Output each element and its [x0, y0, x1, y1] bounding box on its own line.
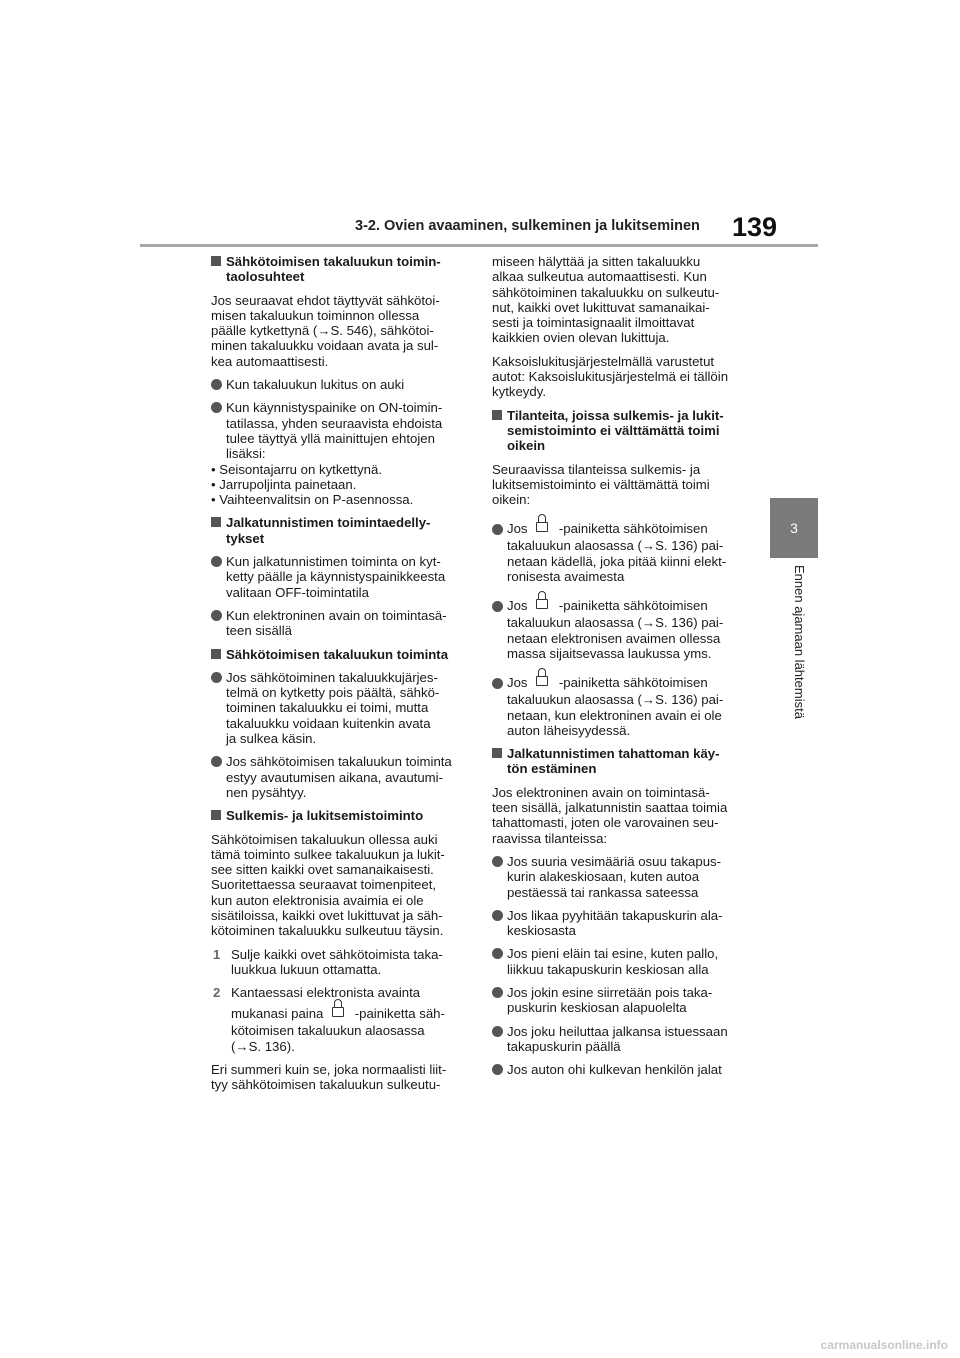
- chapter-tab: 3: [770, 498, 818, 558]
- text-line: auton läheisyydessä.: [507, 722, 631, 738]
- text-line: minen takaluukku voidaan avata ja sul-: [211, 338, 439, 354]
- chapter-side-label: Ennen ajamaan lähtemistä: [792, 565, 807, 719]
- text-line: Kantaessasi elektronista avainta: [231, 985, 421, 1001]
- text-line: Sähkötoimisen takaluukun ollessa auki: [211, 831, 438, 847]
- text-line: [507, 519, 747, 538]
- text-line: keskiosasta: [507, 923, 576, 939]
- round-bullet-icon: [492, 856, 503, 867]
- text-fragment: -painiketta säh-: [354, 1006, 445, 1022]
- text-line: massa sijaitsevassa laukussa yms.: [507, 645, 712, 661]
- square-bullet-icon: [211, 256, 221, 266]
- text-line: [507, 596, 747, 615]
- lock-icon: [332, 1005, 346, 1017]
- text-fragment: mukanasi paina: [231, 1006, 324, 1022]
- text-line: tämä toiminto sulkee takaluukun ja lukit-: [211, 846, 445, 862]
- text-line: see sitten kaikki ovet samanaikaisesti.: [211, 862, 434, 878]
- text-line: raavissa tilanteissa:: [492, 830, 608, 846]
- sub-bullet: • Vaihteenvalitsin on P-asennossa.: [211, 492, 414, 508]
- text-line: kea automaattisesti.: [211, 353, 329, 369]
- round-bullet-icon: [492, 1064, 503, 1075]
- text-line: tyy sähkötoimisen takaluukun sulkeutu-: [211, 1077, 441, 1093]
- list-item: [492, 946, 747, 977]
- text-line: Kun takaluukun lukitus on auki: [226, 377, 405, 393]
- section-header-title: 3-2. Ovien avaaminen, sulkeminen ja lukitseminen: [355, 218, 700, 234]
- text-line: sesti ja toimintasignaalit ilmoittavat: [492, 315, 695, 331]
- text-line: kytkeydy.: [492, 384, 546, 400]
- heading-line: tön estäminen: [507, 761, 597, 777]
- heading-line: Jalkatunnistimen toimintaedelly-: [226, 515, 431, 531]
- text-fragment: -painiketta sähkötoimisen: [558, 675, 708, 691]
- text-line: tulee täyttyä yllä mainittujen ehtojen: [226, 430, 435, 446]
- section-heading: [211, 808, 466, 823]
- text-line: valitaan OFF-toimintatila: [226, 584, 369, 600]
- text-line: miseen hälyttää ja sitten takaluukku: [492, 254, 701, 269]
- heading-line: semistoiminto ei välttämättä toimi: [507, 422, 720, 438]
- text-line: Jos joku heiluttaa jalkansa istuessaan: [507, 1023, 728, 1039]
- paragraph: [211, 1062, 466, 1093]
- list-item: [492, 908, 747, 939]
- round-bullet-icon: [211, 610, 222, 621]
- heading-line: tykset: [226, 530, 265, 546]
- paragraph: [492, 254, 747, 346]
- numbered-step: [211, 985, 466, 1054]
- square-bullet-icon: [492, 410, 502, 420]
- text-line: telmä on kytketty pois päältä, sähkö-: [226, 685, 440, 701]
- text-line: ronisesta avaimesta: [507, 569, 625, 585]
- text-line: kaikkien ovien olevan lukittuja.: [492, 330, 670, 346]
- text-line: Kun jalkatunnistimen toiminta on kyt-: [226, 554, 441, 570]
- right-column: [492, 254, 747, 1085]
- text-line: takaluukun alaosassa (→S. 136) pai-: [507, 538, 724, 554]
- text-line: teen sisällä: [226, 623, 292, 639]
- text-line: misen takaluukun toiminnon ollessa: [211, 307, 420, 323]
- text-line: Jos auton ohi kulkevan henkilön jalat: [507, 1062, 722, 1078]
- text-line: pestäessä tai rankassa sateessa: [507, 884, 699, 900]
- text-line: Jos elektroninen avain on toimintasä-: [492, 784, 710, 800]
- header-divider: [140, 244, 818, 247]
- text-fragment: -painiketta sähkötoimisen: [558, 521, 708, 537]
- list-item: [211, 608, 466, 639]
- text-line: nut, kaikki ovet lukittuvat samanaikai-: [492, 299, 710, 315]
- text-line: Sulje kaikki ovet sähkötoimista taka-: [231, 946, 443, 962]
- text-line: tahattomasti, joten ole varovainen seu-: [492, 815, 719, 831]
- text-line: ja sulkea käsin.: [226, 731, 317, 747]
- text-line: takaluukun alaosassa (→S. 136) pai-: [507, 692, 724, 708]
- text-line: kun auton elektronisia avaimia ei ole: [211, 892, 424, 908]
- square-bullet-icon: [211, 649, 221, 659]
- text-line: [507, 673, 747, 692]
- text-line: [231, 1004, 466, 1023]
- list-item: [211, 400, 466, 461]
- heading-line: Tilanteita, joissa sulkemis- ja lukit-: [507, 407, 724, 423]
- text-fragment: Jos: [507, 598, 528, 614]
- text-line: Jos sähkötoiminen takaluukkujärjes-: [226, 669, 438, 685]
- left-column: [211, 254, 466, 1101]
- lock-icon: [536, 520, 550, 532]
- step-number: 2: [213, 985, 221, 1001]
- text-line: autot: Kaksoislukitusjärjestelmä ei tällöin: [492, 369, 729, 385]
- text-line: Eri summeri kuin se, joka normaalisti liit-: [211, 1062, 447, 1078]
- text-line: netaan elektronisen avaimen ollessa: [507, 630, 721, 646]
- sub-bullet-list: [211, 462, 466, 508]
- text-line: Kaksoislukitusjärjestelmällä varustetut: [492, 353, 715, 369]
- step-number: 1: [213, 946, 221, 962]
- section-heading: [492, 408, 747, 454]
- list-item: [492, 854, 747, 900]
- round-bullet-icon: [492, 948, 503, 959]
- list-item: [492, 519, 747, 584]
- text-line: lisäksi:: [226, 446, 266, 462]
- text-line: kötoimisen takaluukun alaosassa: [231, 1023, 425, 1039]
- text-line: sähkötoiminen takaluukku on sulkeutu-: [492, 284, 720, 300]
- list-item: [492, 596, 747, 661]
- heading-line: Jalkatunnistimen tahattoman käy-: [507, 746, 720, 762]
- text-line: Jos pieni eläin tai esine, kuten pallo,: [507, 946, 719, 962]
- heading-line: Sähkötoimisen takaluukun toiminta: [226, 646, 449, 662]
- text-line: Jos likaa pyyhitään takapuskurin ala-: [507, 907, 723, 923]
- text-line: ketty päälle ja käynnistyspainikkeesta: [226, 569, 446, 585]
- text-line: puskurin keskiosan alapuolelta: [507, 1000, 687, 1016]
- paragraph: [492, 462, 747, 508]
- text-fragment: -painiketta sähkötoimisen: [558, 598, 708, 614]
- text-line: sisätiloissa, kaikki ovet lukittuvat ja säh-: [211, 907, 443, 923]
- section-heading: [211, 515, 466, 546]
- text-line: teen sisällä, jalkatunnistin saattaa toimia: [492, 800, 728, 816]
- text-line: takapuskurin päällä: [507, 1038, 621, 1054]
- text-line: takaluukku voidaan kuitenkin avata: [226, 715, 431, 731]
- list-item: [492, 1024, 747, 1055]
- list-item: [492, 1062, 747, 1077]
- text-line: päälle kytkettynä (→S. 546), sähkötoi-: [211, 323, 434, 339]
- sub-bullet: • Jarrupoljinta painetaan.: [211, 476, 357, 492]
- heading-line: Sulkemis- ja lukitsemistoiminto: [226, 808, 424, 824]
- section-heading: [211, 254, 466, 285]
- round-bullet-icon: [492, 910, 503, 921]
- round-bullet-icon: [492, 601, 503, 612]
- text-line: luukkua lukuun ottamatta.: [231, 961, 382, 977]
- round-bullet-icon: [492, 1026, 503, 1037]
- text-line: kötoiminen takaluukku sulkeutuu täysin.: [211, 923, 444, 939]
- text-line: kurin alakeskiosaan, kuten autoa: [507, 869, 700, 885]
- text-fragment: Jos: [507, 521, 528, 537]
- section-heading: [211, 647, 466, 662]
- round-bullet-icon: [492, 678, 503, 689]
- text-line: alkaa sulkeutua automaattisesti. Kun: [492, 269, 707, 285]
- round-bullet-icon: [492, 987, 503, 998]
- paragraph: [492, 785, 747, 846]
- paragraph: [211, 832, 466, 939]
- text-line: oikein:: [492, 492, 531, 508]
- square-bullet-icon: [211, 517, 221, 527]
- heading-line: Sähkötoimisen takaluukun toimin-: [226, 254, 441, 269]
- text-line: toiminen takaluukku ei toimi, mutta: [226, 700, 429, 716]
- list-item: [211, 670, 466, 746]
- round-bullet-icon: [211, 379, 222, 390]
- square-bullet-icon: [211, 810, 221, 820]
- text-line: Jos suuria vesimääriä osuu takapus-: [507, 853, 722, 869]
- list-item: [211, 754, 466, 800]
- square-bullet-icon: [492, 748, 502, 758]
- list-item: [211, 554, 466, 600]
- paragraph: [492, 354, 747, 400]
- heading-line: oikein: [507, 438, 546, 454]
- text-line: Seuraavissa tilanteissa sulkemis- ja: [492, 461, 701, 477]
- list-item: [211, 377, 466, 392]
- text-line: netaan, kun elektroninen avain ei ole: [507, 707, 722, 723]
- text-line: Jos sähkötoimisen takaluukun toiminta: [226, 754, 452, 770]
- section-heading: [492, 746, 747, 777]
- text-line: Jos jokin esine siirretään pois taka-: [507, 984, 713, 1000]
- page-number: 139: [732, 212, 778, 242]
- text-line: Suoritettaessa seuraavat toimenpiteet,: [211, 877, 437, 893]
- text-line: nen pysähtyy.: [226, 784, 307, 800]
- text-line: Kun elektroninen avain on toimintasä-: [226, 607, 447, 623]
- text-line: lukitsemistoiminto ei välttämättä toimi: [492, 476, 710, 492]
- text-line: Kun käynnistyspainike on ON-toimin-: [226, 400, 443, 416]
- text-line: estyy avautumisen aikana, avautumi-: [226, 769, 443, 785]
- heading-line: taolosuhteet: [226, 269, 305, 285]
- numbered-step: [211, 947, 466, 978]
- round-bullet-icon: [211, 756, 222, 767]
- paragraph: [211, 293, 466, 369]
- list-item: [492, 673, 747, 738]
- lock-icon: [536, 597, 550, 609]
- text-line: netaan kädellä, joka pitää kiinni elekt-: [507, 553, 727, 569]
- list-item: [492, 985, 747, 1016]
- round-bullet-icon: [211, 672, 222, 683]
- text-line: (→S. 136).: [231, 1038, 295, 1054]
- round-bullet-icon: [211, 556, 222, 567]
- text-fragment: Jos: [507, 675, 528, 691]
- round-bullet-icon: [492, 524, 503, 535]
- lock-icon: [536, 674, 550, 686]
- text-line: liikkuu takapuskurin keskiosan alla: [507, 961, 709, 977]
- sub-bullet: • Seisontajarru on kytkettynä.: [211, 461, 383, 477]
- text-line: takaluukun alaosassa (→S. 136) pai-: [507, 615, 724, 631]
- text-line: tatilassa, yhden seuraavista ehdoista: [226, 415, 443, 431]
- text-line: Jos seuraavat ehdot täyttyvät sähkötoi-: [211, 292, 440, 308]
- round-bullet-icon: [211, 402, 222, 413]
- watermark-text: carmanualsonline.info: [820, 1338, 948, 1352]
